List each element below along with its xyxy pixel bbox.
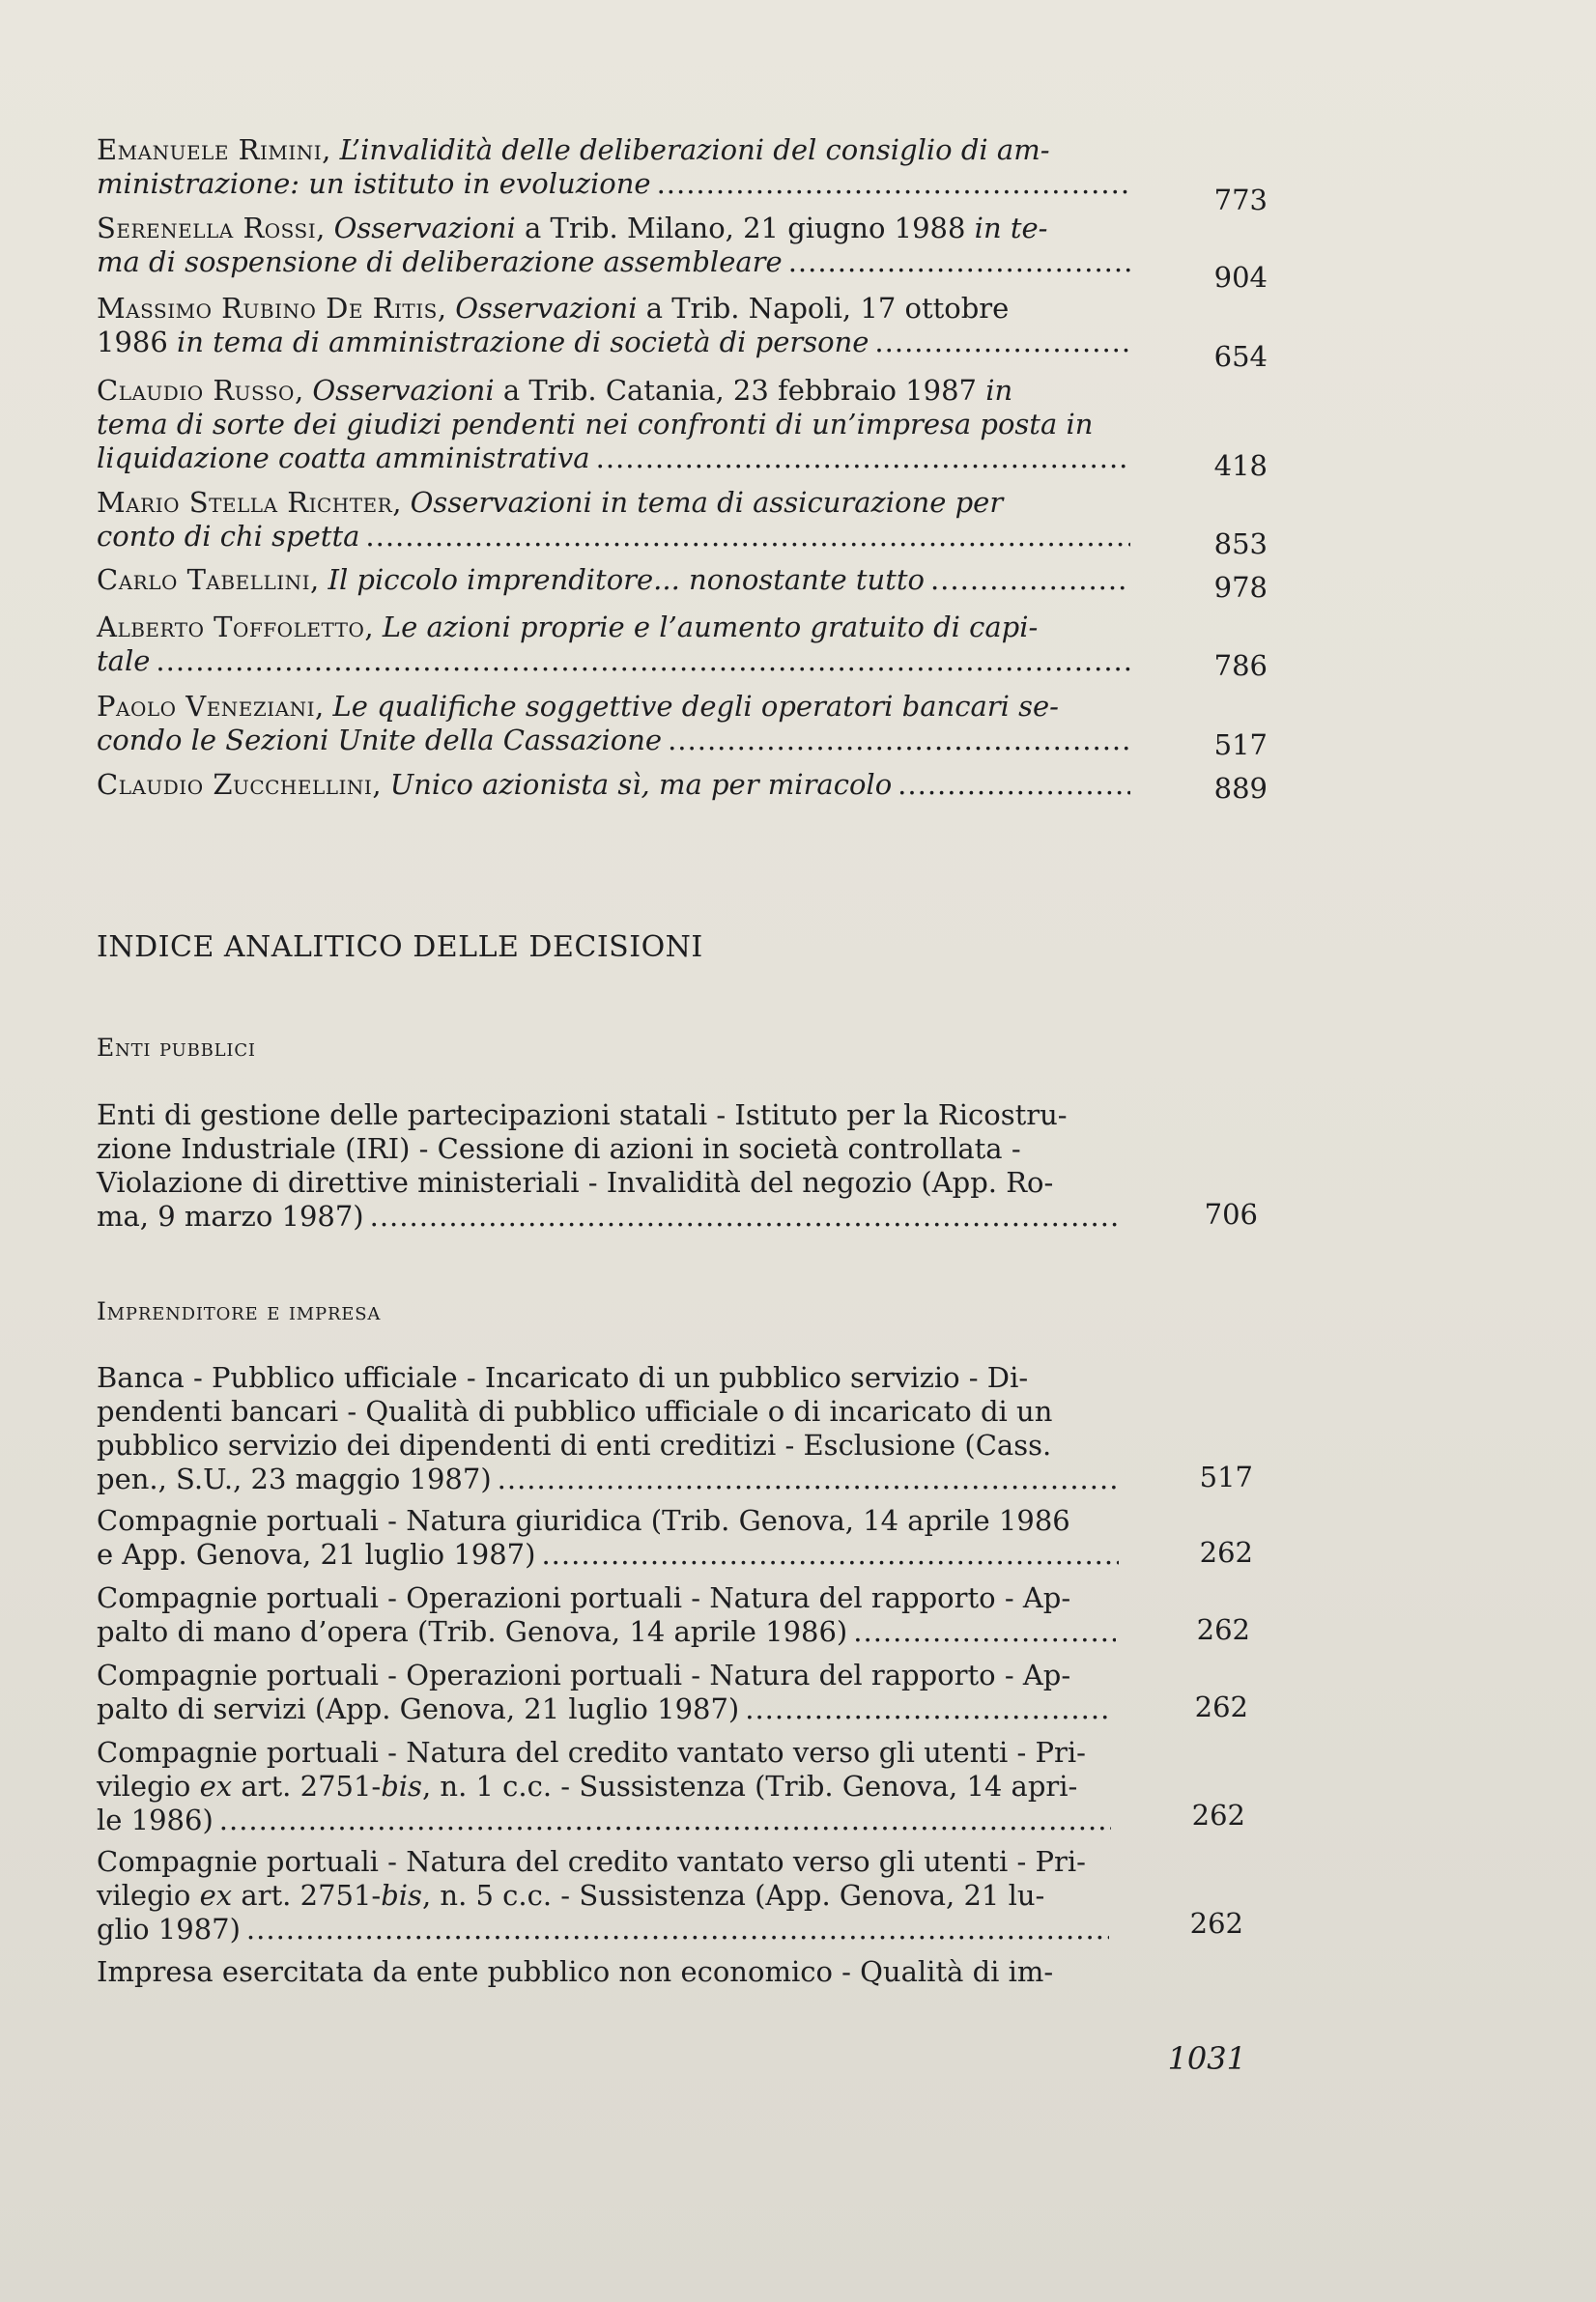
index-entry: Compagnie portuali - Operazioni portuali - Natura del rapporto - Ap- palto di mano d’opera (Trib. Genova, 14 aprile 1986) ..... <box>97 1581 1116 1649</box>
author-entry-tabellini: Carlo Tabellini, Il piccolo imprenditore... nonostante tutto ..... <box>97 563 1130 597</box>
index-entry: Impresa esercitata da ente pubblico non economico - Qualità di im- <box>97 1955 1054 1988</box>
page-number: 517 <box>1213 728 1268 761</box>
page-number: 773 <box>1213 184 1268 216</box>
index-entry: Enti di gestione delle partecipazioni statali - Istituto per la Ricostru- zione Industriale (IRI) - Cessione di azioni in società controllata - Violazione di direttive ministeriali - Invalidità del negozio (App. Ro- ma, 9 marzo 1987) ..... <box>97 1098 1121 1234</box>
index-entry: Compagnie portuali - Natura del credito vantato verso gli utenti - Pri- vilegio ex art. 2751-bis, n. 1 c.c. - Sussistenza (Trib. Genova, 14 apri- le 1986) ..... <box>97 1736 1111 1837</box>
author-entry-zucchellini: Claudio Zucchellini, Unico azionista sì, ma per miracolo ..... <box>97 768 1130 802</box>
index-entry: Compagnie portuali - Operazioni portuali - Natura del rapporto - Ap- palto di servizi (App. Genova, 21 luglio 1987) ..... <box>97 1659 1113 1726</box>
folio-page-number: 1031 <box>1167 2040 1246 2077</box>
author-entry-stella-richter: Mario Stella Richter, Osservazioni in tema di assicurazione per conto di chi spetta ..... <box>97 486 1130 554</box>
page-number: 517 <box>1199 1461 1253 1493</box>
page-number: 262 <box>1189 1907 1243 1940</box>
page-number: 418 <box>1213 449 1268 482</box>
author-entry-veneziani: Paolo Veneziani, Le qualifiche soggettive degli operatori bancari se- condo le Sezioni Unite della Cassazione ..... <box>97 690 1130 757</box>
page-number: 978 <box>1213 571 1268 604</box>
section-heading: INDICE ANALITICO DELLE DECISIONI <box>97 930 703 964</box>
author-name: Emanuele Rimini <box>97 133 323 166</box>
index-entry: Compagnie portuali - Natura giuridica (Trib. Genova, 14 aprile 1986 e App. Genova, 21 luglio 1987) ..... <box>97 1504 1119 1572</box>
page-number: 654 <box>1213 340 1268 373</box>
author-entry-rossi: Serenella Rossi, Osservazioni a Trib. Milano, 21 giugno 1988 in te- ma di sospensione di deliberazione assembleare ..... <box>97 212 1130 279</box>
page-number: 904 <box>1213 261 1268 294</box>
author-entry-toffoletto: Alberto Toffoletto, Le azioni proprie e l’aumento gratuito di capi- tale ..... <box>97 611 1130 678</box>
page-number: 706 <box>1204 1198 1258 1231</box>
article-title: L’invalidità delle deliberazioni del consiglio di am- <box>339 133 1050 166</box>
page-number: 262 <box>1194 1691 1248 1723</box>
author-entry-rimini: Emanuele Rimini, L’invalidità delle deliberazioni del consiglio di am- ministrazione: un istituto in evoluzione ..... <box>97 133 1130 201</box>
index-entry: Compagnie portuali - Natura del credito vantato verso gli utenti - Pri- vilegio ex art. 2751-bis, n. 5 c.c. - Sussistenza (App. Genova, 21 lu- glio 1987) ..... <box>97 1845 1109 1947</box>
group-heading-enti-pubblici: Enti pubblici <box>97 1034 256 1062</box>
index-entry: Banca - Pubblico ufficiale - Incaricato di un pubblico servizio - Di- pendenti bancari - Qualità di pubblico ufficiale o di incaricato di un pubblico servizio dei dipendenti di enti creditizi - Esclusione (Cass. pen., S.U., 23 maggio 1987) ..... <box>97 1361 1119 1496</box>
group-heading-imprenditore: Imprenditore e impresa <box>97 1297 382 1325</box>
author-entry-russo: Claudio Russo, Osservazioni a Trib. Catania, 23 febbraio 1987 in tema di sorte dei giudizi pendenti nei confronti di un’impresa posta in liquidazione coatta amministrativa ..... <box>97 374 1130 475</box>
author-entry-rubino: Massimo Rubino De Ritis, Osservazioni a Trib. Napoli, 17 ottobre 1986 in tema di amministrazione di società di persone ..... <box>97 292 1130 359</box>
page-number: 262 <box>1199 1536 1253 1569</box>
page-number: 786 <box>1213 649 1268 682</box>
page-number: 262 <box>1196 1613 1250 1646</box>
page-number: 262 <box>1191 1799 1245 1832</box>
page-number: 889 <box>1213 772 1268 805</box>
page-number: 853 <box>1213 527 1268 560</box>
